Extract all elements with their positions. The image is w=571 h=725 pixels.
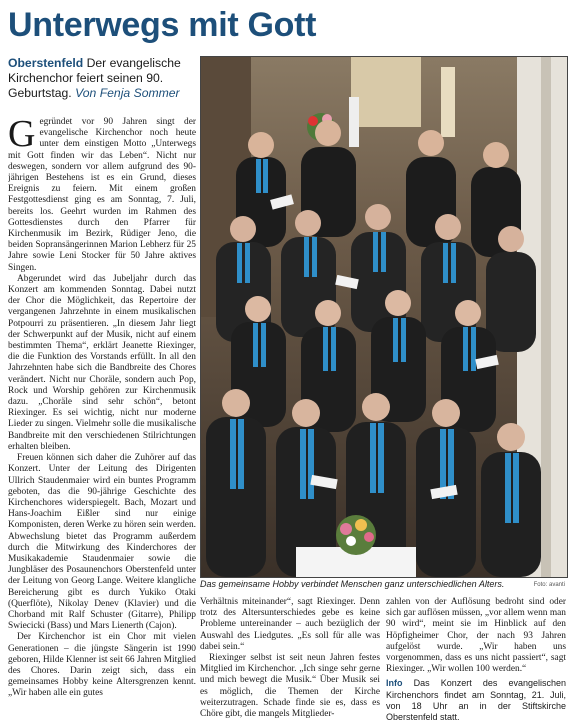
choir-photo — [200, 56, 568, 578]
article-paragraph: Riexinger selbst ist seit neun Jahren festes Mitglied im Kirchenchor. „Ich singe sehr gerne und mich bewegt die Musik.“ Über Musik sei es möglich, die Themen der Kirche weiterzutragen. Schade finde sie es, dass es Chöre gibt, die mangels Mitglieder- — [200, 653, 380, 720]
info-text: Das Konzert des evangelischen Kirchenchors findet am Sonntag, 21. Juli, von 18 Uhr an in der Stiftskirche Oberstenfeld statt. — [386, 678, 566, 723]
article-column-left — [8, 117, 196, 723]
dropcap: G — [8, 117, 36, 155]
photo-caption: Das gemeinsame Hobby verbindet Menschen ganz unterschiedlichen Alters. — [200, 579, 505, 589]
article-paragraph: Freuen können sich daher die Zuhörer auf das Konzert. Unter der Leitung des Dirigenten Ullrich Staudenmaier wird ein buntes Programm geboten, das die 90-jährige Geschichte des Kirchenchores widerspiegelt. Bach, Mozart und Hans-Joachim Eißler sind nur einige Komponisten, deren Werke zu hören sein werden. Abwechslung bietet das Programm außerdem durch die Mitwirkung des Kinderchores der Musikakademie Staudenmaier sowie die Jungbläser des Posaunenchors Oberstenfeld unter der Leitung von Georg Lange. Weitere klangliche Bereicherung gibt es durch Yukiko Otaki (Querflöte), Nikolay Denev (Klavier) und die Chorband mit Ralf Schuster (Gitarre), Philipp Swiecicki (Bass) und Mars Lienerth (Cajon). — [8, 453, 196, 632]
info-label: Info — [386, 678, 403, 689]
article-paragraph: Abgerundet wird das Jubeljahr durch das Konzert am kommenden Sonntag. Dabei nutzt der Chor die Möglichkeit, das Repertoire der vergangenen Jahrzehnte in einem musikalischen Potpourri zu präsentieren. „In diesem Jahr liegt der Schwerpunkt auf der Musik, nicht auf einem bestimmten Thema“, erklärt Jeanette Riexinger, die die Funktion des Vorstands erfüllt. In all den Jahrzehnten habe sich die Bandbreite des Chores verändert. Nicht nur Choräle, sondern auch Pop, Rock und Worship gehören zur Kirchenmusik dazu. „Choräle sind sehr schön“, betont Riexinger. Es sei wichtig, nicht nur moderne Lieder zu singen. Vielmehr solle die musikalische Bandbreite mit den verschiedenen Stilrichtungen erhalten bleiben. — [8, 273, 196, 452]
subhead-text: Der evangelische Kirchenchor feiert seinen 90. Geburtstag. — [8, 56, 181, 100]
subhead-location: Oberstenfeld — [8, 56, 84, 70]
subhead-author: Von Fenja Sommer — [75, 86, 180, 100]
article-column-middle — [200, 597, 380, 723]
photo-credit: Foto: avanti — [533, 582, 565, 588]
article-paragraph: zahlen von der Auflösung bedroht sind oder sich gar auflösen müssen, „vor allem wenn man 90 wird“, meint sie im Hinblick auf den Höpfigheimer Chor, der nach 93 Jahren aufgelöst wurde. „Wir haben uns vorgenommen, dass es uns nicht passiert“, sagt Riexinger. „Wir wollen 100 werden.“ — [386, 597, 566, 675]
article-column-right — [386, 597, 566, 723]
subhead — [8, 56, 196, 101]
paragraph-text: egründet vor 90 Jahren singt der evangelische Kirchenchor noch heute unter dem einstigen Motto „Unterwegs mit Gott finden wir das Leben“. Nicht nur deswegen, sondern vor allem aufgrund des 90-jährigen Bestehens ist es ein Grund, dieses Ereignis zu feiern. Mit einem großen Festgottesdienst ging es am Sonntag, 7. Juli, bereits los. Geehrt wurden im Rahmen des Gottesdienstes durch den Pfarrer für Kirchenmusik im Bezirk, Rüdiger Jeno, die beiden Sopransängerinnen Marion Lebherz für 25 Jahre sowie Leni Stocker für 50 Jahre aktives Singen. — [8, 117, 196, 273]
article-paragraph — [8, 117, 196, 274]
info-box — [386, 678, 566, 723]
article-paragraph: Der Kirchenchor ist ein Chor mit vielen Generationen – die jüngste Sängerin ist 1990 geboren, Hilde Klenner ist seit 66 Jahren Mitglied des Chores. Darin zeigt sich, dass ein gemeinsames Hobby keine Altersgrenzen kennt. „Wir haben alle ein gutes — [8, 632, 196, 699]
headline: Unterwegs mit Gott — [8, 6, 317, 44]
article-paragraph: Verhältnis miteinander“, sagt Riexinger. Denn trotz des Altersunterschiedes gebe es keine Probleme untereinander – auch bezüglich der Auswahl des Liedgutes. „Es soll für alle was dabei sein.“ — [200, 597, 380, 652]
